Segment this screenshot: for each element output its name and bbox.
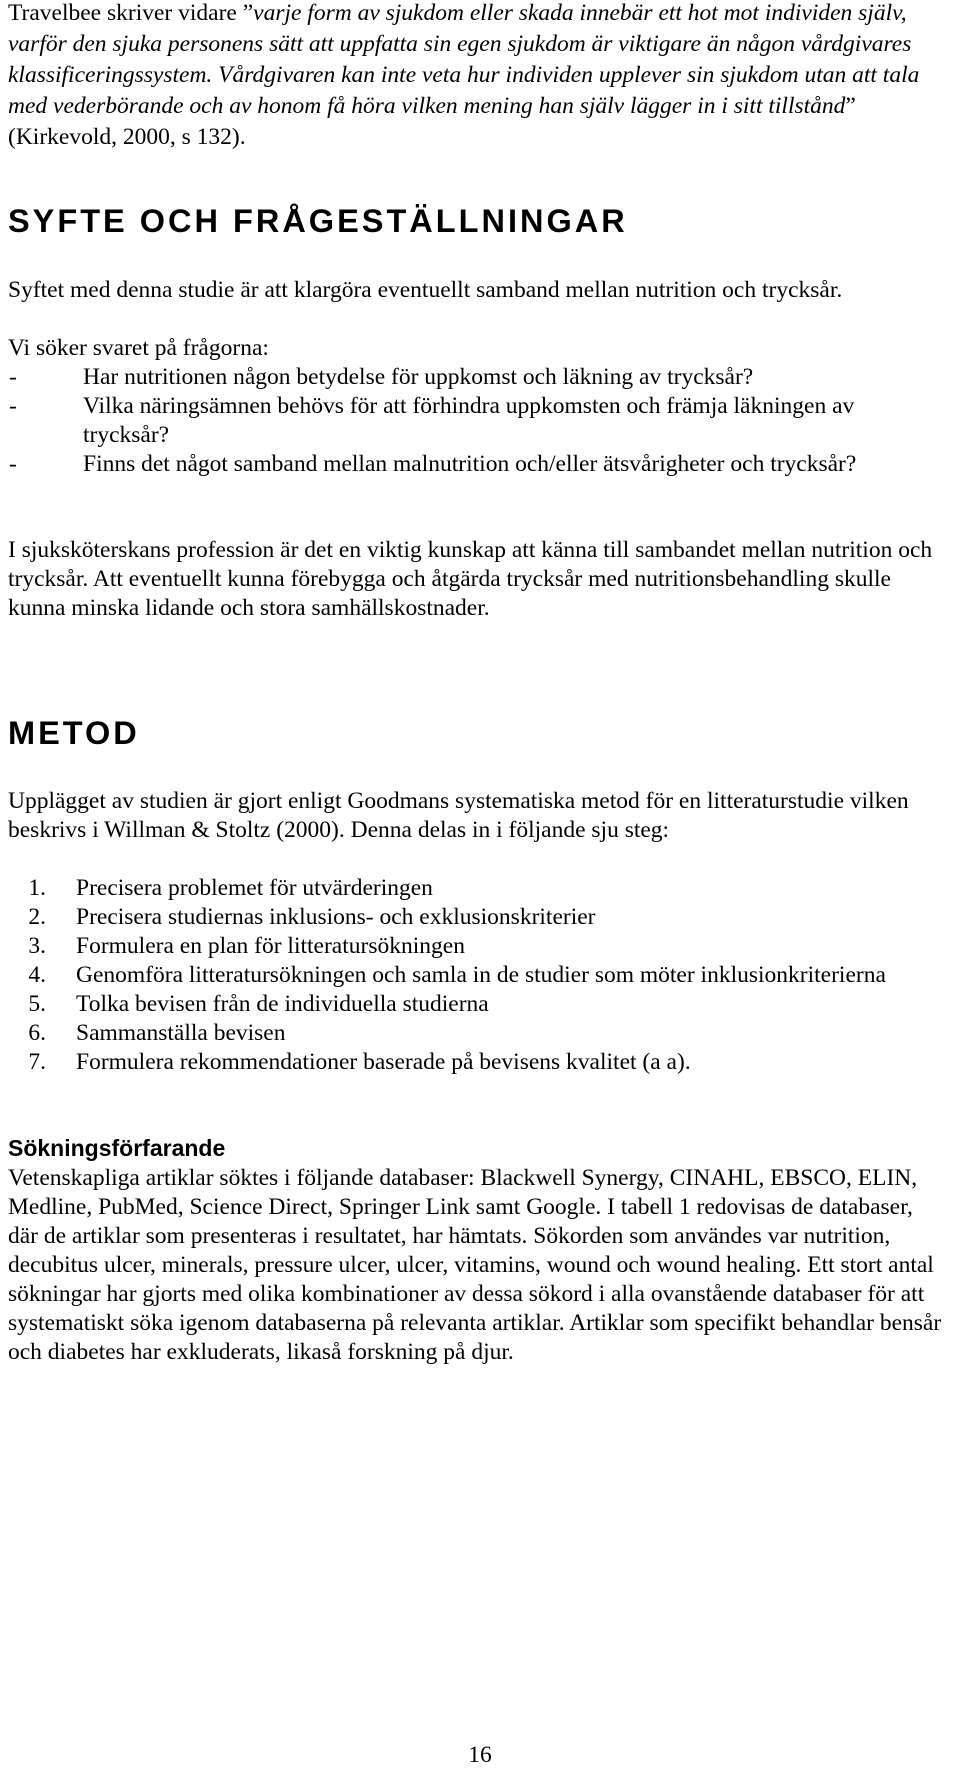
method-steps-list (8, 874, 943, 1077)
step-number: 6. (28, 1020, 46, 1046)
list-item (8, 1048, 943, 1077)
step-number: 5. (28, 991, 46, 1017)
metod-intro: Upplägget av studien är gjort enligt Goodmans systematiska metod för en litteraturstudie vilken beskrivs i Willman & Stoltz (2000). Denna delas in i följande sju steg: (8, 788, 909, 843)
dash-marker: - (9, 364, 17, 390)
list-item (8, 363, 943, 392)
step-number: 7. (28, 1049, 46, 1075)
step-number: 1. (28, 875, 46, 901)
list-item (8, 903, 943, 932)
step-text: Formulera rekommendationer baserade på bevisens kvalitet (a a). (76, 1049, 691, 1075)
list-item (8, 961, 943, 990)
step-text: Precisera studiernas inklusions- och exklusionskriterier (76, 904, 596, 930)
questions-intro: Vi söker svaret på frågorna: (8, 335, 269, 361)
syfte-heading: SYFTE OCH FRÅGESTÄLLNINGAR (8, 203, 628, 239)
sokning-heading: Sökningsförfarande (8, 1135, 226, 1161)
dash-marker: - (9, 451, 17, 477)
list-item (8, 1019, 943, 1048)
step-text: Sammanställa bevisen (76, 1020, 286, 1046)
step-text: Genomföra litteratursökningen och samla in de studier som möter inklusionkriterierna (76, 962, 886, 988)
dash-marker: - (9, 393, 17, 419)
question-list (8, 363, 943, 479)
step-number: 4. (28, 962, 46, 988)
list-item (8, 990, 943, 1019)
list-item (8, 450, 943, 479)
question-text: Har nutritionen någon betydelse för uppkomst och läkning av trycksår? (83, 364, 754, 390)
step-text: Tolka bevisen från de individuella studierna (76, 991, 489, 1017)
intro-quote: varje form av sjukdom eller skada innebär ett hot mot individen själv, varför den sjuka personens sätt att uppfatta sin egen sjukdom är viktigare än någon vårdgivares klassificeringssystem. Vårdgivaren kan inte veta hur individen upplever sin sjukdom utan att tala med vederbörande och av honom få höra vilken mening han själv lägger in i sitt tillstånd (8, 0, 920, 119)
syfte-purpose: Syftet med denna studie är att klargöra eventuellt samband mellan nutrition och trycksår. (8, 277, 843, 303)
list-item (8, 392, 943, 450)
page-number: 16 (468, 1742, 492, 1768)
question-text: Vilka näringsämnen behövs för att förhindra uppkomsten och främja läkningen av trycksår? (83, 393, 855, 448)
intro-citation: ” (Kirkevold, 2000, s 132). (8, 93, 856, 150)
step-number: 3. (28, 933, 46, 959)
step-text: Precisera problemet för utvärderingen (76, 875, 433, 901)
list-item (8, 874, 943, 903)
step-number: 2. (28, 904, 46, 930)
question-text: Finns det något samband mellan malnutrition och/eller ätsvårigheter och trycksår? (83, 451, 857, 477)
relevance-paragraph: I sjuksköterskans profession är det en viktig kunskap att känna till sambandet mellan nutrition och trycksår. Att eventuellt kunna förebygga och åtgärda trycksår med nutritionsbehandling skulle kunna minska lidande och stora samhällskostnader. (8, 537, 933, 621)
list-item (8, 932, 943, 961)
metod-heading: METOD (8, 715, 140, 751)
sokning-paragraph: Vetenskapliga artiklar söktes i följande databaser: Blackwell Synergy, CINAHL, EBSCO, ELIN, Medline, PubMed, Science Direct, Springer Link samt Google. I tabell 1 redovisas de databaser, där de artiklar som presenteras i resultatet, har hämtats. Sökorden som användes var nutrition, decubitus ulcer, minerals, pressure ulcer, ulcer, vitamins, wound och wound healing. Ett stort antal sökningar har gjorts med olika kombinationer av dessa sökord i alla ovanstående databaser för att systematiskt söka igenom databaserna på relevanta artiklar. Artiklar som specifikt behandlar bensår och diabetes har exkluderats, likaså forskning på djur. (8, 1165, 942, 1365)
intro-quote-paragraph (8, 0, 938, 153)
step-text: Formulera en plan för litteratursökningen (76, 933, 465, 959)
intro-prefix: Travelbee skriver vidare ” (8, 0, 254, 26)
